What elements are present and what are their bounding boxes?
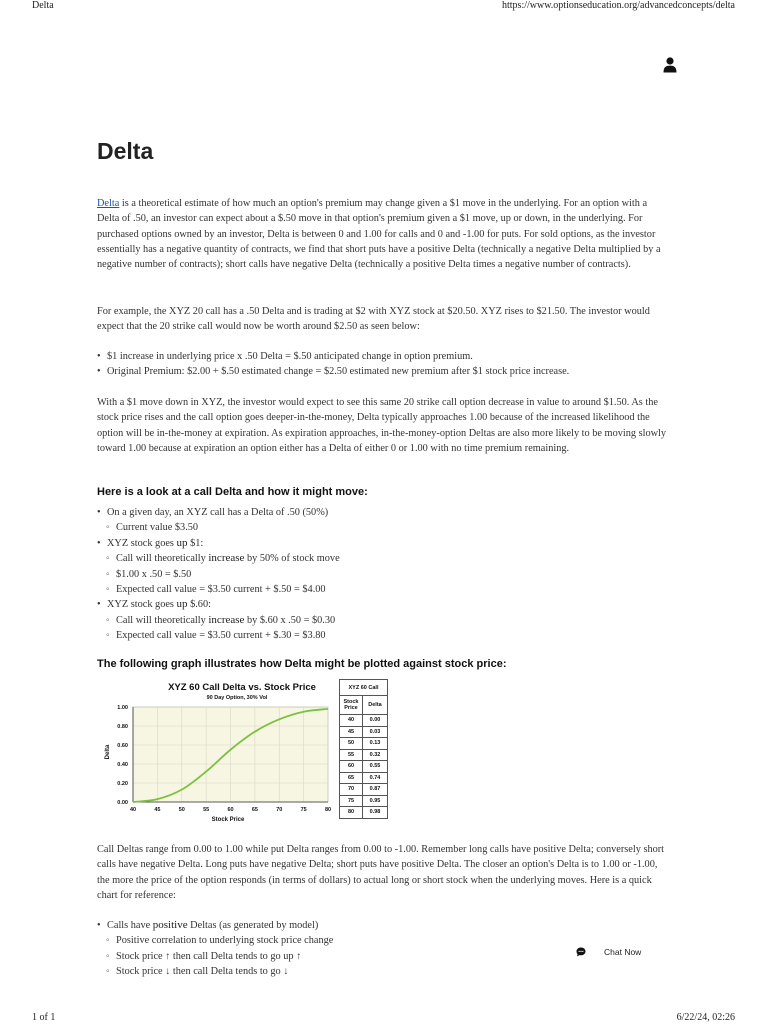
list-item (97, 349, 569, 364)
table-cell-stock-price: 65 (340, 772, 363, 784)
list-item (97, 364, 569, 379)
calls-list (97, 918, 333, 980)
table-cell-delta: 0.32 (363, 749, 388, 761)
example-paragraph (97, 304, 671, 335)
sub-list-item (97, 933, 333, 948)
chat-now-button[interactable] (576, 947, 641, 957)
table-header-delta: Delta (363, 696, 388, 715)
list-item-text: $1.00 x .50 = $.50 (116, 568, 192, 580)
table-header-stock-price: Stock Price (340, 696, 363, 715)
x-tick-label: 80 (324, 807, 332, 813)
list-item-text: Expected call value = $3.50 current + $.30 = $3.80 (116, 630, 326, 642)
chart-x-label: Stock Price (211, 817, 245, 823)
table-row (340, 795, 388, 807)
table-cell-delta: 0.00 (363, 715, 388, 727)
table-row (340, 772, 388, 784)
table-cell-stock-price: 70 (340, 784, 363, 796)
delta-table (339, 679, 388, 819)
table-row (340, 726, 388, 738)
list-item-text: Positive correlation to underlying stock price change (116, 935, 334, 947)
table-cell-stock-price: 50 (340, 738, 363, 750)
table-cell-delta: 0.87 (363, 784, 388, 796)
table-cell-delta: 0.98 (363, 807, 388, 819)
print-header-url: https://www.optionseducation.org/advancedconcepts/delta (502, 0, 735, 11)
emphasis-text: increase (208, 552, 245, 565)
table-cell-stock-price: 40 (340, 715, 363, 727)
x-tick-label: 40 (129, 807, 137, 813)
table-cell-delta: 0.95 (363, 795, 388, 807)
list-item-text: by $.60 x .50 = $0.30 (244, 614, 336, 626)
user-icon[interactable] (663, 57, 677, 73)
list-item-text: Call will theoretically (116, 614, 209, 626)
x-tick-label: 60 (227, 807, 234, 813)
table-row (340, 715, 388, 727)
example-text: For example, the XYZ 20 call has a .50 Delta and is trading at $2 with XYZ stock at $20.50. XYZ rises to $21.50. The investor would expect that the 20 strike call would now be worth around $2.50 as seen below: (97, 306, 650, 333)
x-tick-label: 45 (154, 807, 161, 813)
list-item (97, 536, 340, 551)
example-bullets (97, 349, 569, 380)
call-delta-move-list (97, 505, 340, 644)
x-tick-label: 75 (300, 807, 307, 813)
list-item-text: Original Premium: $2.00 + $.50 estimated change = $2.50 estimated new premium after $1 stock price increase. (107, 366, 570, 378)
chart-title: XYZ 60 Call Delta vs. Stock Price (168, 682, 316, 693)
list-item-text: $1 increase in underlying price x .50 Delta = $.50 anticipated change in option premium. (107, 351, 473, 362)
list-item-text: Stock price ↑ then call Delta tends to go up ↑ (116, 950, 302, 962)
x-tick-label: 55 (203, 807, 210, 813)
table-row (340, 738, 388, 750)
list-item-text: XYZ stock goes (107, 599, 177, 611)
table-cell-stock-price: 80 (340, 807, 363, 819)
sub-list-item (97, 949, 333, 964)
list-item-text: Expected call value = $3.50 current + $.50 = $4.00 (116, 584, 326, 596)
section-heading-graph: The following graph illustrates how Delta might be plotted against stock price: (97, 658, 507, 670)
section-heading-call-delta: Here is a look at a call Delta and how it might move: (97, 486, 368, 498)
chart-subtitle: 90 Day Option, 30% Vol (206, 695, 268, 701)
list-item (97, 597, 340, 612)
delta-link[interactable]: Delta (97, 198, 120, 209)
table-cell-stock-price: 45 (340, 726, 363, 738)
x-tick-label: 65 (251, 807, 258, 813)
table-cell-stock-price: 75 (340, 795, 363, 807)
emphasis-text: up (176, 598, 188, 611)
intro-paragraph (97, 196, 671, 272)
list-item-text: Calls have (107, 920, 153, 931)
chat-bubble-icon (576, 947, 586, 957)
table-cell-delta: 0.55 (363, 761, 388, 773)
list-item (97, 505, 340, 520)
sub-list-item (97, 613, 340, 628)
emphasis-text: up (176, 536, 188, 549)
table-cell-delta: 0.74 (363, 772, 388, 784)
range-text: Call Deltas range from 0.00 to 1.00 while put Delta ranges from 0.00 to -1.00. Remember long calls have positive Delta; conversely short calls have negative Delta. Long puts have negative Delta; short puts have positive Delta. The closer an option's Delta is to 1.00 or -1.00, the more the price of the option responds (in terms of dollars) to actual long or short stock when the underlying moves. Here is a quick chart for reference: (97, 844, 665, 901)
print-footer-page: 1 of 1 (32, 1012, 56, 1023)
sub-list-item (97, 520, 340, 535)
chart-y-label: Delta (105, 744, 111, 760)
sub-list-item (97, 582, 340, 597)
y-tick-label: 0.40 (117, 762, 128, 768)
list-item-text: On a given day, an XYZ call has a Delta of .50 (50%) (107, 507, 329, 518)
x-tick-label: 50 (178, 807, 185, 813)
y-tick-label: 0.60 (117, 743, 128, 749)
list-item (97, 918, 333, 933)
sub-list-item (97, 964, 333, 979)
y-tick-label: 0.20 (117, 781, 128, 787)
expiration-paragraph (97, 395, 671, 456)
list-item-text: Call will theoretically (116, 553, 209, 565)
emphasis-text: positive (152, 919, 188, 931)
range-paragraph (97, 842, 671, 903)
y-tick-label: 0.80 (117, 724, 128, 730)
y-tick-label: 0.00 (117, 800, 128, 806)
sub-list-item (97, 567, 340, 582)
list-item-text: Current value $3.50 (116, 522, 199, 534)
table-row (340, 749, 388, 761)
table-row (340, 761, 388, 773)
list-item-text: XYZ stock goes (107, 537, 177, 549)
page-title: Delta (97, 138, 154, 164)
y-tick-label: 1.00 (117, 705, 128, 711)
sub-list-item (97, 551, 340, 566)
print-footer-datetime: 6/22/24, 02:26 (676, 1012, 735, 1023)
table-cell-stock-price: 60 (340, 761, 363, 773)
list-item-text: $.60: (187, 599, 211, 611)
table-cell-delta: 0.13 (363, 738, 388, 750)
chat-now-label: Chat Now (604, 947, 642, 957)
sub-list-item (97, 628, 340, 643)
table-row (340, 784, 388, 796)
list-item-text: Deltas (as generated by model) (187, 920, 319, 931)
emphasis-text: increase (208, 613, 245, 626)
table-cell-delta: 0.03 (363, 726, 388, 738)
table-caption: XYZ 60 Call (340, 680, 388, 696)
table-row (340, 807, 388, 819)
print-header-title: Delta (32, 0, 54, 11)
table-cell-stock-price: 55 (340, 749, 363, 761)
list-item-text: $1: (187, 537, 204, 549)
intro-text: is a theoretical estimate of how much an option's premium may change given a $1 move in the underlying. For an option with a Delta of .50, an investor can expect about a $.50 move in that option's premium given a $1 move, up or down, in the underlying. For purchased options owned by an investor, Delta is between 0 and 1.00 for calls and 0 and -1.00 for puts. For sold options, as the investor essentially has a negative quantity of contracts, we find that short puts have a positive Delta (technically a negative Delta multiplied by a negative number of contracts); short calls have negative Delta (technically a positive Delta times a negative number of contracts). (97, 198, 661, 271)
x-tick-label: 70 (276, 807, 283, 813)
list-item-text: Stock price ↓ then call Delta tends to go ↓ (116, 966, 289, 978)
expiration-text: With a $1 move down in XYZ, the investor would expect to see this same 20 strike call option decrease in value to around $1.50. As the stock price rises and the call option goes deeper-in-the-money, Delta typically approaches 1.00 because of the increased likelihood the option will be in-the-money at expiration. As expiration approaches, in-the-money-option Deltas are also more likely to be moving slowly toward 1.00 because at expiration an option either has a Delta of either 0 or 1.00 with no time premium remaining. (97, 397, 667, 454)
list-item-text: by 50% of stock move (244, 553, 340, 565)
